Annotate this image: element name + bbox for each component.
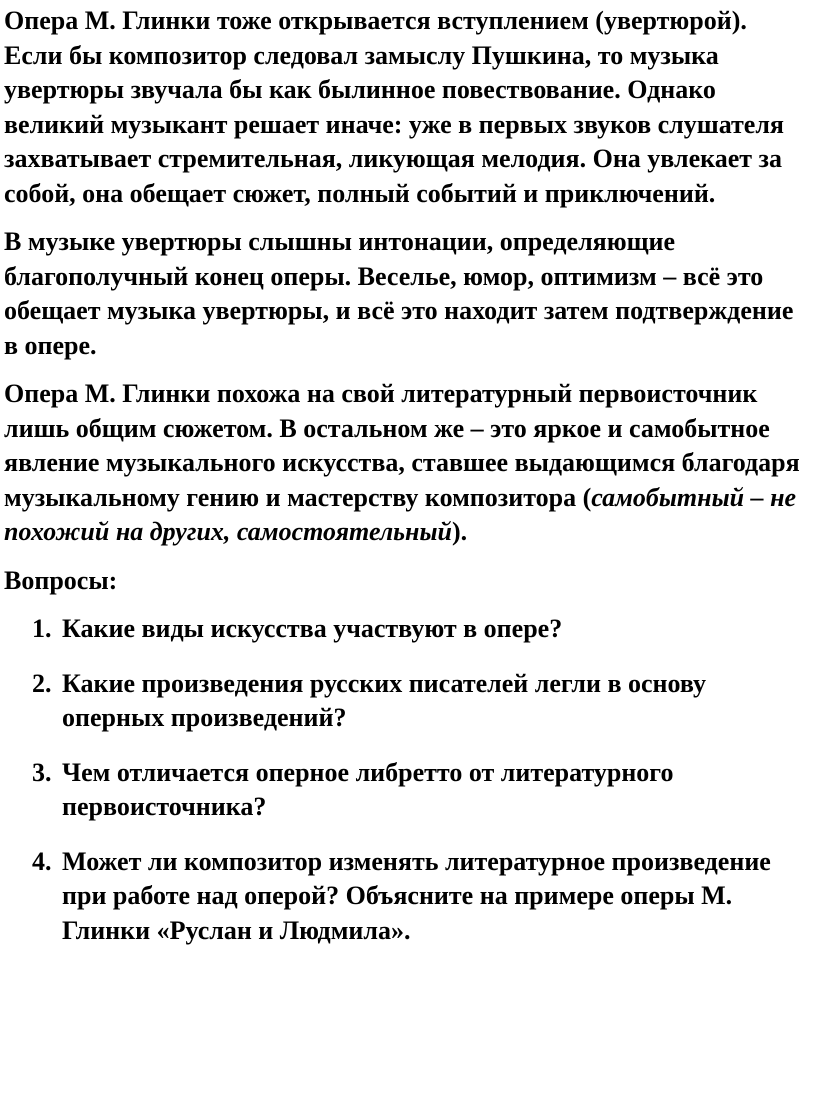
definition-samobytny: самобытный – не похожий на других, самостоятельный: [4, 482, 797, 546]
question-item: [4, 756, 804, 825]
question-text: Какие произведения русских писателей легли в основу оперных произведений?: [62, 668, 707, 732]
question-item: [4, 667, 804, 736]
paragraph-literary-source: [4, 377, 804, 550]
questions-list: [4, 612, 804, 948]
paragraph-literary-source-main: Опера М. Глинки похожа на свой литературный первоисточник лишь общим сюжетом. В остальном же – это яркое и самобытное явление музыкального искусства, ставшее выдающимся благодаря музыкальному гению и мастерству композитора (: [4, 379, 800, 512]
question-number: 4.: [32, 846, 52, 876]
questions-heading: Вопросы:: [4, 565, 118, 595]
question-text: Чем отличается оперное либретто от литературного первоисточника?: [62, 757, 674, 821]
question-number: 2.: [32, 668, 52, 698]
paragraph-overture-intonations: В музыке увертюры слышны интонации, определяющие благополучный конец оперы. Веселье, юмор, оптимизм – всё это обещает музыка увертюры, и всё это находит затем подтверждение в опере.: [4, 227, 794, 360]
question-text: Может ли композитор изменять литературное произведение при работе над оперой? Объясните на примере оперы М. Глинки «Руслан и Людмила».: [62, 846, 771, 945]
question-item: [4, 845, 804, 949]
question-number: 1.: [32, 614, 52, 643]
question-text: Какие виды искусства участвуют в опере?: [62, 614, 563, 643]
paragraph-literary-source-end: ).: [452, 517, 468, 546]
question-item: [4, 612, 804, 647]
paragraph-overture: Опера М. Глинки тоже открывается вступлением (увертюрой). Если бы композитор следовал замыслу Пушкина, то музыка увертюры звучала бы как былинное повествование. Однако великий музыкант решает иначе: уже в первых звуков слушателя захватывает стремительная, ликующая мелодия. Она увлекает за собой, она обещает сюжет, полный событий и приключений.: [4, 6, 784, 208]
question-number: 3.: [32, 757, 52, 787]
